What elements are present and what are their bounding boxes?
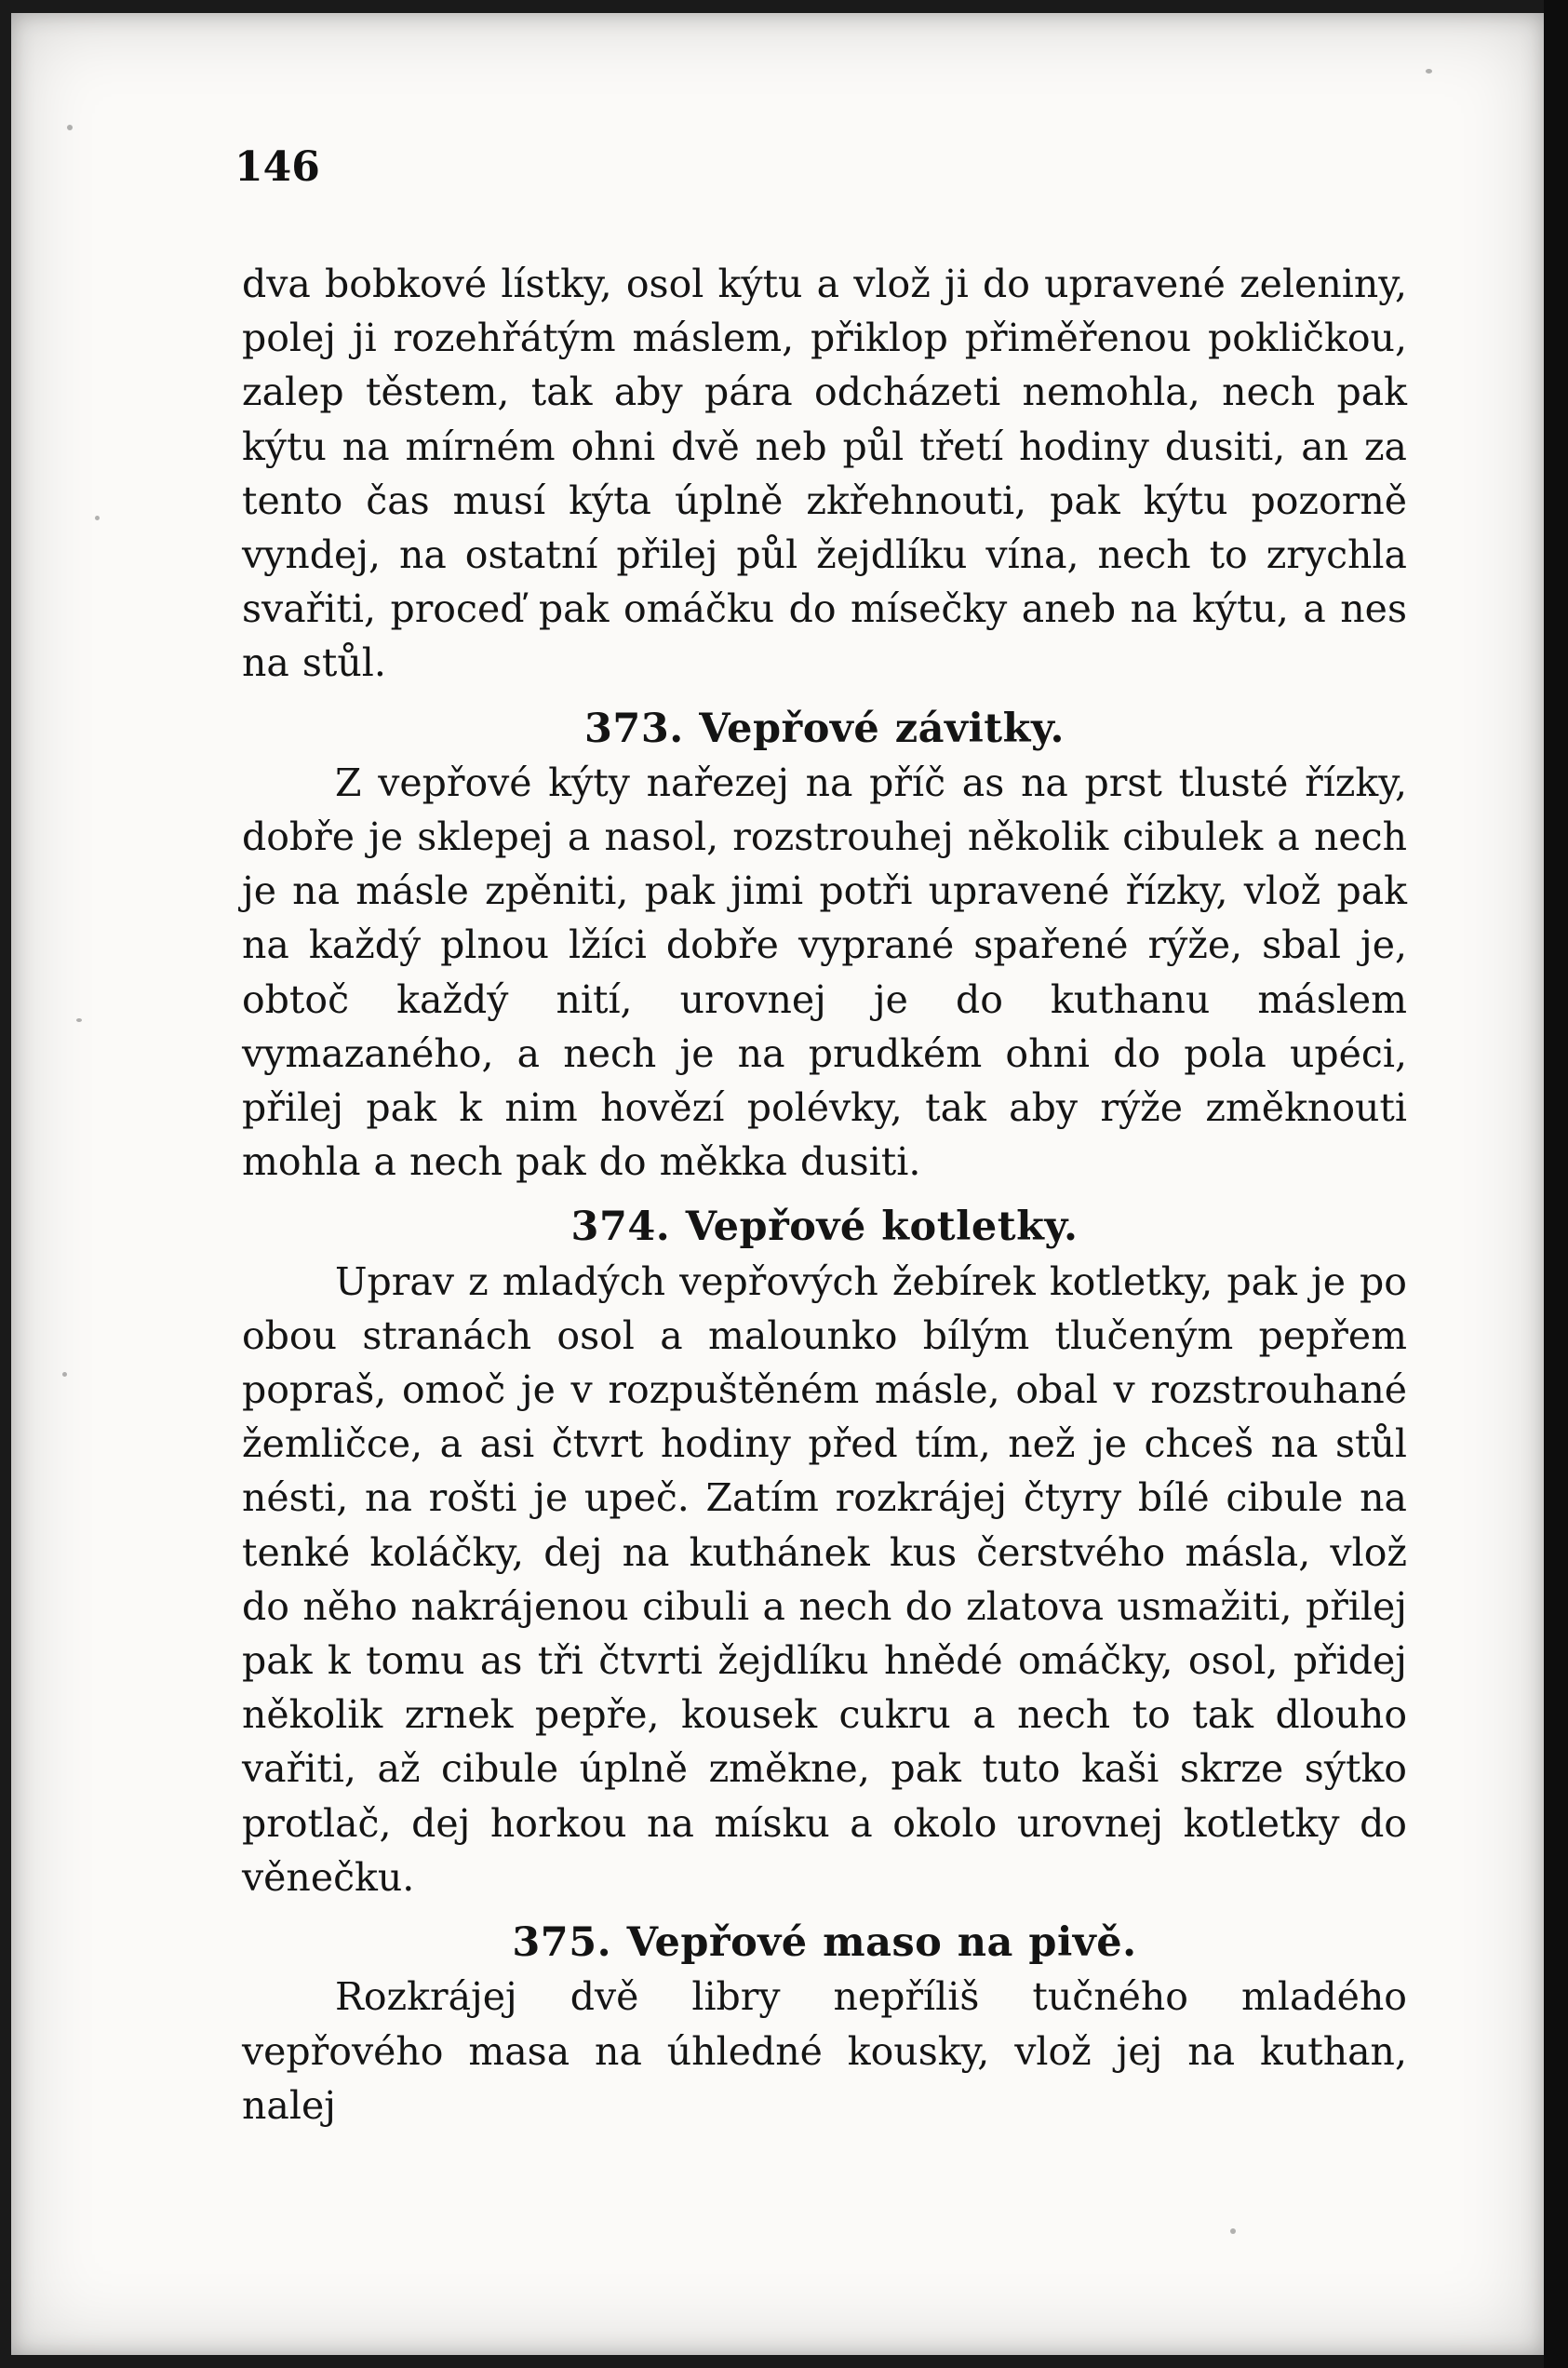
- page-body: [242, 257, 1407, 2133]
- recipe-heading-374: 374. Vepřové kotletky.: [570, 1204, 1079, 1251]
- page-number: 146: [235, 143, 320, 191]
- book-page: [11, 13, 1545, 2355]
- scan-edge: [1544, 0, 1568, 2368]
- recipe-heading-375: 375. Vepřové maso na pivě.: [512, 1919, 1137, 1967]
- recipe-paragraph-374: Uprav z mladých vepřových žebírek kotletky, pak je po obou stranách osol a malounko bílým tlučeným pepřem popraš, omoč je v rozpuštěném másle, obal v rozstrouhané žemličce, a asi čtvrt hodiny před tím, než je chceš na stůl nésti, na rošti je upeč. Zatím rozkrájej čtyry bílé cibule na tenké koláčky, dej na kuthánek kus čerstvého másla, vlož do něho nakrájenou cibuli a nech do zlatova usmažiti, přilej pak k tomu as tři čtvrti žejdlíku hnědé omáčky, osol, přidej několik zrnek pepře, kousek cukru a nech to tak dlouho vařiti, až cibule úplně změkne, pak tuto kaši skrze sýtko protlač, dej horkou na mísku a okolo urovnej kotletky do věnečku.: [242, 1258, 1407, 1900]
- recipe-heading-373: 373. Vepřové závitky.: [584, 705, 1065, 752]
- recipe-paragraph-373: Z vepřové kýty nařezej na příč as na prst tlusté řízky, dobře je sklepej a nasol, rozstrouhej několik cibulek a nech je na másle zpěniti, pak jimi potři upravené řízky, vlož pak na každý plnou lžíci dobře vyprané spařené rýže, sbal je, obtoč každý nití, urovnej je do kuthanu máslem vymazaného, a nech je na prudkém ohni do pola upéci, přilej pak k nim hovězí polévky, tak aby rýže změknouti mohla a nech pak do měkka dusiti.: [242, 760, 1407, 1185]
- recipe-paragraph-375: Rozkrájej dvě libry nepříliš tučného mladého vepřového masa na úhledné kousky, vlož jej na kuthan, nalej: [242, 1974, 1407, 2128]
- continued-paragraph: dva bobkové lístky, osol kýtu a vlož ji do upravené zeleniny, polej ji rozehřátým máslem, přiklop přiměřenou pokličkou, zalep těstem, tak aby pára odcházeti nemohla, nech pak kýtu na mírném ohni dvě neb půl třetí hodiny dusiti, an za tento čas musí kýta úplně zkřehnouti, pak kýtu pozorně vyndej, na ostatní přilej půl žejdlíku vína, nech to zrychla svařiti, proceď pak omáčku do mísečky aneb na kýtu, a nes na stůl.: [242, 262, 1407, 686]
